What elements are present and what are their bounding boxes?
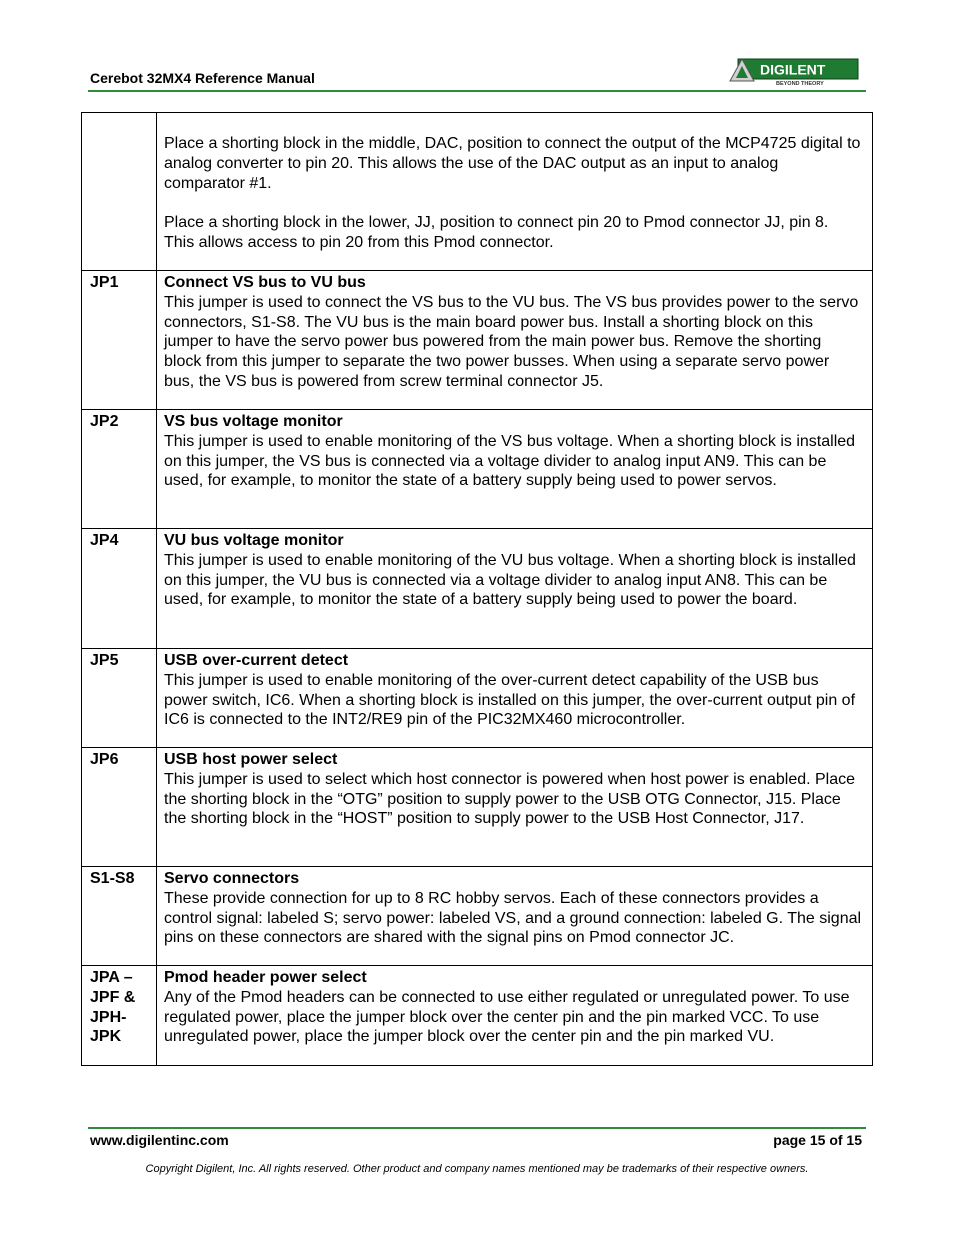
jumper-table	[81, 112, 873, 1066]
row-text: This jumper is used to enable monitoring of the over-current detect capability of the USB bus power switch, IC6. When a shorting block is installed on this jumper, the over-current output pin of IC6 is connected to the INT2/RE9 pin of the PIC32MX460 microcontroller.	[164, 671, 856, 729]
row-title: VS bus voltage monitor	[164, 413, 343, 430]
row-label: JP4	[82, 529, 157, 649]
row-label: JP6	[82, 748, 157, 867]
row-title: Servo connectors	[164, 870, 300, 887]
table-row	[82, 649, 873, 748]
page-number: page 15 of 15	[773, 1132, 862, 1148]
row-description	[157, 271, 873, 410]
row-text: This jumper is used to enable monitoring of the VS bus voltage. When a shorting block is installed on this jumper, the VS bus is connected via a voltage divider to analog input AN9. This can be used, for example, to monitor the state of a battery supply being used to power servos.	[164, 432, 856, 490]
row-description	[157, 867, 873, 966]
row-label	[82, 113, 157, 271]
logo-tagline: BEYOND THEORY	[776, 81, 824, 87]
footer-divider	[88, 1127, 866, 1129]
row-text: This jumper is used to select which host connector is powered when host power is enabled. Place the shorting block in the “OTG” position to supply power to the USB OTG Connector, J15. Place the shorting block in the “HOST” position to supply power to the USB Host Connector, J17.	[164, 770, 856, 828]
row-title: Connect VS bus to VU bus	[164, 274, 366, 291]
row-text: This jumper is used to connect the VS bus to the VU bus. The VS bus provides power to the servo connectors, S1-S8. The VU bus is the main board power bus. Install a shorting block on this jumper to have the servo power bus powered from the main power bus. Remove the shorting block from this jumper to separate the two power busses. When using a separate servo power bus, the VS bus is powered from screw terminal connector J5.	[164, 293, 859, 390]
row-title: VU bus voltage monitor	[164, 532, 344, 549]
row-description	[157, 966, 873, 1066]
table-row	[82, 867, 873, 966]
row-description	[157, 649, 873, 748]
row-description	[157, 529, 873, 649]
logo-wordmark: DIGILENT	[760, 61, 826, 78]
row-label: JP2	[82, 410, 157, 529]
row-title: USB over-current detect	[164, 652, 349, 669]
row-description	[157, 748, 873, 867]
row-text: These provide connection for up to 8 RC hobby servos. Each of these connectors provides a control signal: labeled S; servo power: labeled VS, and a ground connection: labeled G. The signal pins on these connectors are shared with the signal pins on Pmod connector JC.	[164, 889, 862, 947]
description-paragraph: Place a shorting block in the lower, JJ, position to connect pin 20 to Pmod connector JJ, pin 8. This allows access to pin 20 from this Pmod connector.	[164, 214, 829, 251]
table-row	[82, 748, 873, 867]
table-row	[82, 113, 873, 271]
document-title: Cerebot 32MX4 Reference Manual	[90, 70, 315, 86]
copyright-notice: Copyright Digilent, Inc. All rights reserved. Other product and company names mentioned may be trademarks of their respective owners.	[145, 1163, 809, 1175]
row-title: Pmod header power select	[164, 969, 367, 986]
footer-website-link[interactable]: www.digilentinc.com	[90, 1132, 229, 1148]
row-description	[157, 410, 873, 529]
row-label: S1-S8	[82, 867, 157, 966]
row-label: JPA – JPF & JPH- JPK	[82, 966, 157, 1066]
row-label: JP5	[82, 649, 157, 748]
row-description	[157, 113, 873, 271]
row-text: This jumper is used to enable monitoring of the VU bus voltage. When a shorting block is installed on this jumper, the VU bus is connected via a voltage divider to analog input AN8. This can be used, for example, to monitor the state of a battery supply being used to power the board.	[164, 551, 856, 609]
row-title: USB host power select	[164, 751, 338, 768]
row-label: JP1	[82, 271, 157, 410]
table-row	[82, 410, 873, 529]
row-text: Any of the Pmod headers can be connected to use either regulated or unregulated power. To use regulated power, place the jumper block over the center pin and the pin marked VCC. To use unregulated power, place the jumper block over the center pin and the pin marked VU.	[164, 988, 850, 1046]
digilent-logo	[728, 57, 860, 87]
table-row	[82, 529, 873, 649]
table-row	[82, 966, 873, 1066]
table-row	[82, 271, 873, 410]
description-paragraph: Place a shorting block in the middle, DAC, position to connect the output of the MCP4725 digital to analog converter to pin 20. This allows the use of the DAC output as an input to analog comparator #1.	[164, 135, 861, 192]
header-divider	[88, 90, 866, 92]
